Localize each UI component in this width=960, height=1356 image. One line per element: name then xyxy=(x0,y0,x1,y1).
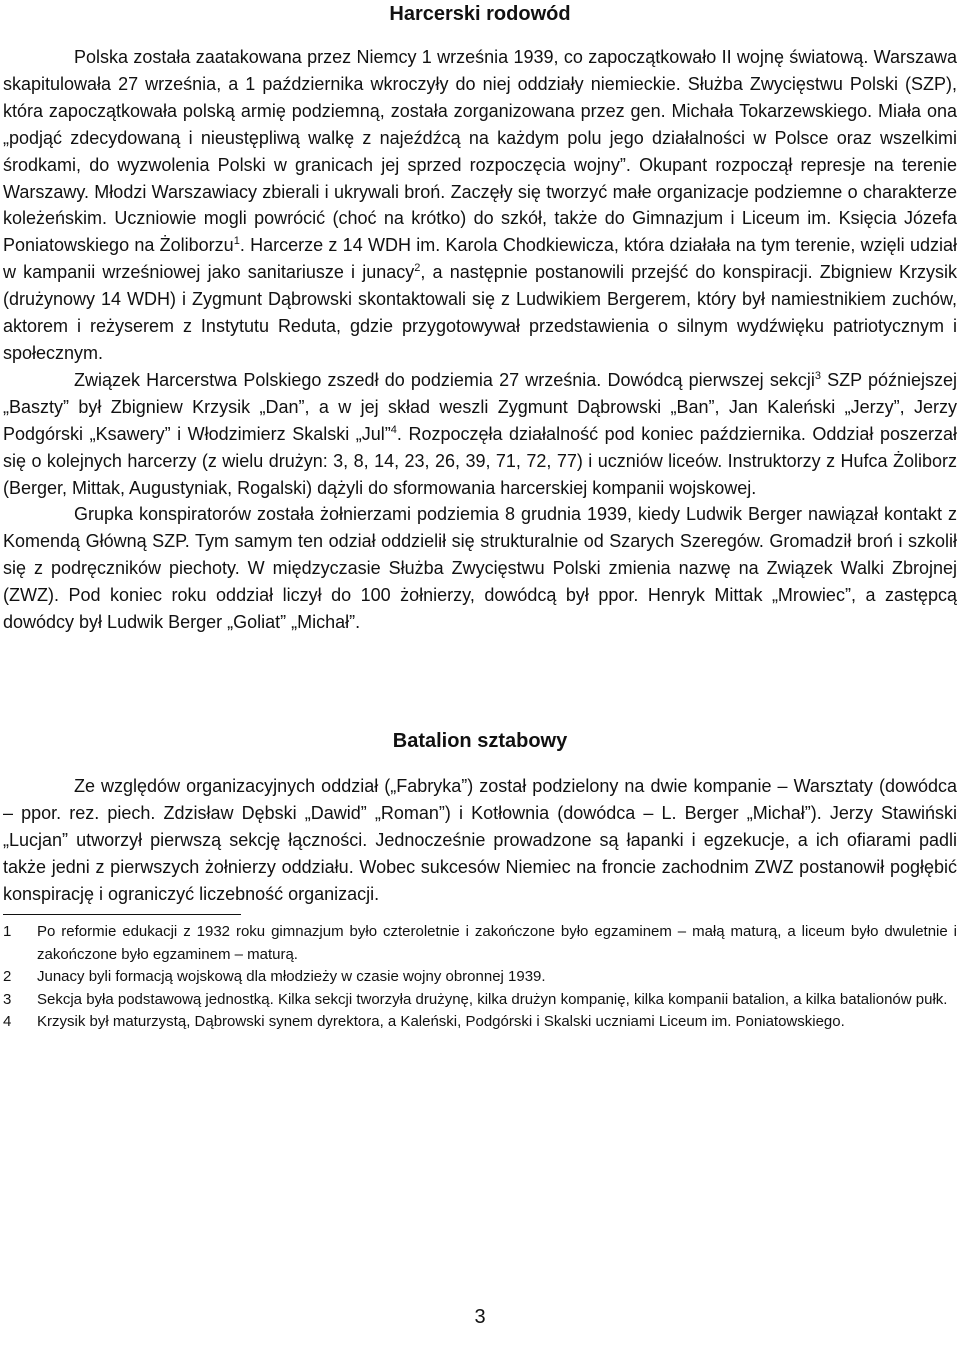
text-run: Polska została zaatakowana przez Niemcy 1 września 1939, co zapoczątkowało II wojnę światową. Warszawa skapitulowała 27 września, a 1 października wkroczyły do niej oddziały niemieckie. Służba Zwycięstwu Polski (SZP), która zapoczątkowała polską armię podziemną, została zorganizowana przez gen. Michała Tokarzewskiego. Miała ona „podjąć zdecydowaną i nieustępliwą walkę z najeźdźcą na każdym polu jego działalności w Polsce oraz wszelkimi środkami, do wyzwolenia Polski w granicach jej sprzed rozpoczęcia wojny”. Okupant rozpoczął represje na terenie Warszawy. Młodzi Warszawiacy zbierali i ukrywali broń. Zaczęły się tworzyć małe organizacje podziemne o charakterze koleżeńskim. Uczniowie mogli powrócić (choć na krótko) do szkół, także do Gimnazjum i Liceum im. Księcia Józefa Poniatowskiego na Żoliborzu xyxy=(3,47,957,256)
footnote-number: 2 xyxy=(3,968,12,986)
footnote-ref: 2 xyxy=(414,262,421,275)
section-body-harcerski-rodowod xyxy=(3,44,957,636)
footnote-text: Krzysik był maturzystą, Dąbrowski synem dyrektora, a Kaleński, Podgórski i Skalski uczniami Liceum im. Poniatowskiego. xyxy=(37,1013,845,1031)
paragraph xyxy=(3,773,957,908)
paragraph xyxy=(3,44,957,367)
footnote xyxy=(3,989,957,1012)
section-title-batalion-sztabowy: Batalion sztabowy xyxy=(392,729,568,752)
text-run: . Rozpoczęła działalność pod koniec października. Oddział poszerzał się o kolejnych harcerzy (z wielu drużyn: 3, 8, 14, 23, 26, 39, 71, 72, 77) i uczniów liceów. Instruktorzy z Hufca Żoliborz (Berger, Mittak, Augustyniak, Rogalski) dążyli do sformowania harcerskiej kompanii wojskowej. xyxy=(3,423,957,498)
footnote-ref: 4 xyxy=(390,423,397,436)
footnote-separator xyxy=(3,914,241,915)
section-body-batalion-sztabowy xyxy=(3,773,957,908)
footnote xyxy=(3,1011,957,1034)
footnote-text: Junacy byli formacją wojskową dla młodzieży w czasie wojny obronnej 1939. xyxy=(37,968,546,986)
paragraph xyxy=(3,367,957,502)
text-run: Związek Harcerstwa Polskiego zszedł do podziemia 27 września. Dowódcą pierwszej sekcji xyxy=(74,369,815,390)
text-run: Ze względów organizacyjnych oddział („Fabryka”) został podzielony na dwie kompanie – Warsztaty (dowódca – ppor. rez. piech. Zdzisław Dębski „Dawid” „Roman”) i Kotłownia (dowódca – L. Berger „Michał”). Jerzy Stawiński „Lucjan” utworzył pierwszą sekcję łączności. Jednocześnie prowadzone są łapanki i egzekucje, a ich ofiarami padli także jedni z pierwszych żołnierzy oddziału. Wobec sukcesów Niemiec na froncie zachodnim ZWZ postanowił pogłębić konspirację i ograniczyć liczebność organizacji. xyxy=(3,775,957,904)
footnote-text: Sekcja była podstawową jednostką. Kilka sekcji tworzyła drużynę, kilka drużyn kompanię, kilka kompanii batalion, a kilka batalionów pułk. xyxy=(37,990,948,1008)
text-run: Grupka konspiratorów została żołnierzami podziemia 8 grudnia 1939, kiedy Ludwik Berger nawiązał kontakt z Komendą Główną SZP. Tym samym ten odział oddzielił się strukturalnie od Szarych Szeregów. Gromadził broń i szkolił się z podręczników piechoty. W międzyczasie Służba Zwycięstwu Polski zmienia nazwę na Związek Walki Zbrojnej (ZWZ). Pod koniec roku oddział liczył do 100 żołnierzy, dowódcą był ppor. Henryk Mittak „Mrowiec”, a zastępcą dowódcy był Ludwik Berger „Goliat” „Michał”. xyxy=(3,504,957,633)
document-page xyxy=(3,0,957,1034)
paragraph xyxy=(3,501,957,636)
footnote-number: 1 xyxy=(3,923,12,941)
text-run: SZP późniejszej „Baszty” był Zbigniew Krzysik „Dan”, a w jej skład weszli Zygmunt Dąbrowski „Ban”, Jan Kaleński „Jerzy”, Jerzy Podgórski „Ksawery” i Włodzimierz Skalski „Jul” xyxy=(3,369,957,444)
footnote-number: 3 xyxy=(3,990,12,1008)
footnote xyxy=(3,921,957,966)
footnote-text: Po reformie edukacji z 1932 roku gimnazjum było czteroletnie i zakończone było egzaminem – małą maturą, a liceum było dwuletnie i zakończone było egzaminem – maturą. xyxy=(37,923,957,963)
footnote xyxy=(3,966,957,989)
text-run: . Harcerze z 14 WDH im. Karola Chodkiewicza, która działała na tym terenie, wzięli udział w kampanii wrześniowej jako sanitariusze i junacy xyxy=(3,235,957,283)
footnotes xyxy=(3,921,957,1034)
footnote-ref: 3 xyxy=(814,369,821,382)
page-number: 3 xyxy=(474,1306,486,1328)
footnote-ref: 1 xyxy=(233,235,240,248)
section-title-harcerski-rodowod: Harcerski rodowód xyxy=(389,3,571,25)
text-run: , a następnie postanowili przejść do konspiracji. Zbigniew Krzysik (drużynowy 14 WDH) i Zygmunt Dąbrowski skontaktowali się z Ludwikiem Bergerem, który był namiestnikiem zuchów, aktorem i reżyserem z Instytutu Reduta, gdzie przygotowywał przedstawienia o silnym wydźwięku patriotycznym i społecznym. xyxy=(3,262,958,363)
footnote-number: 4 xyxy=(3,1013,12,1031)
